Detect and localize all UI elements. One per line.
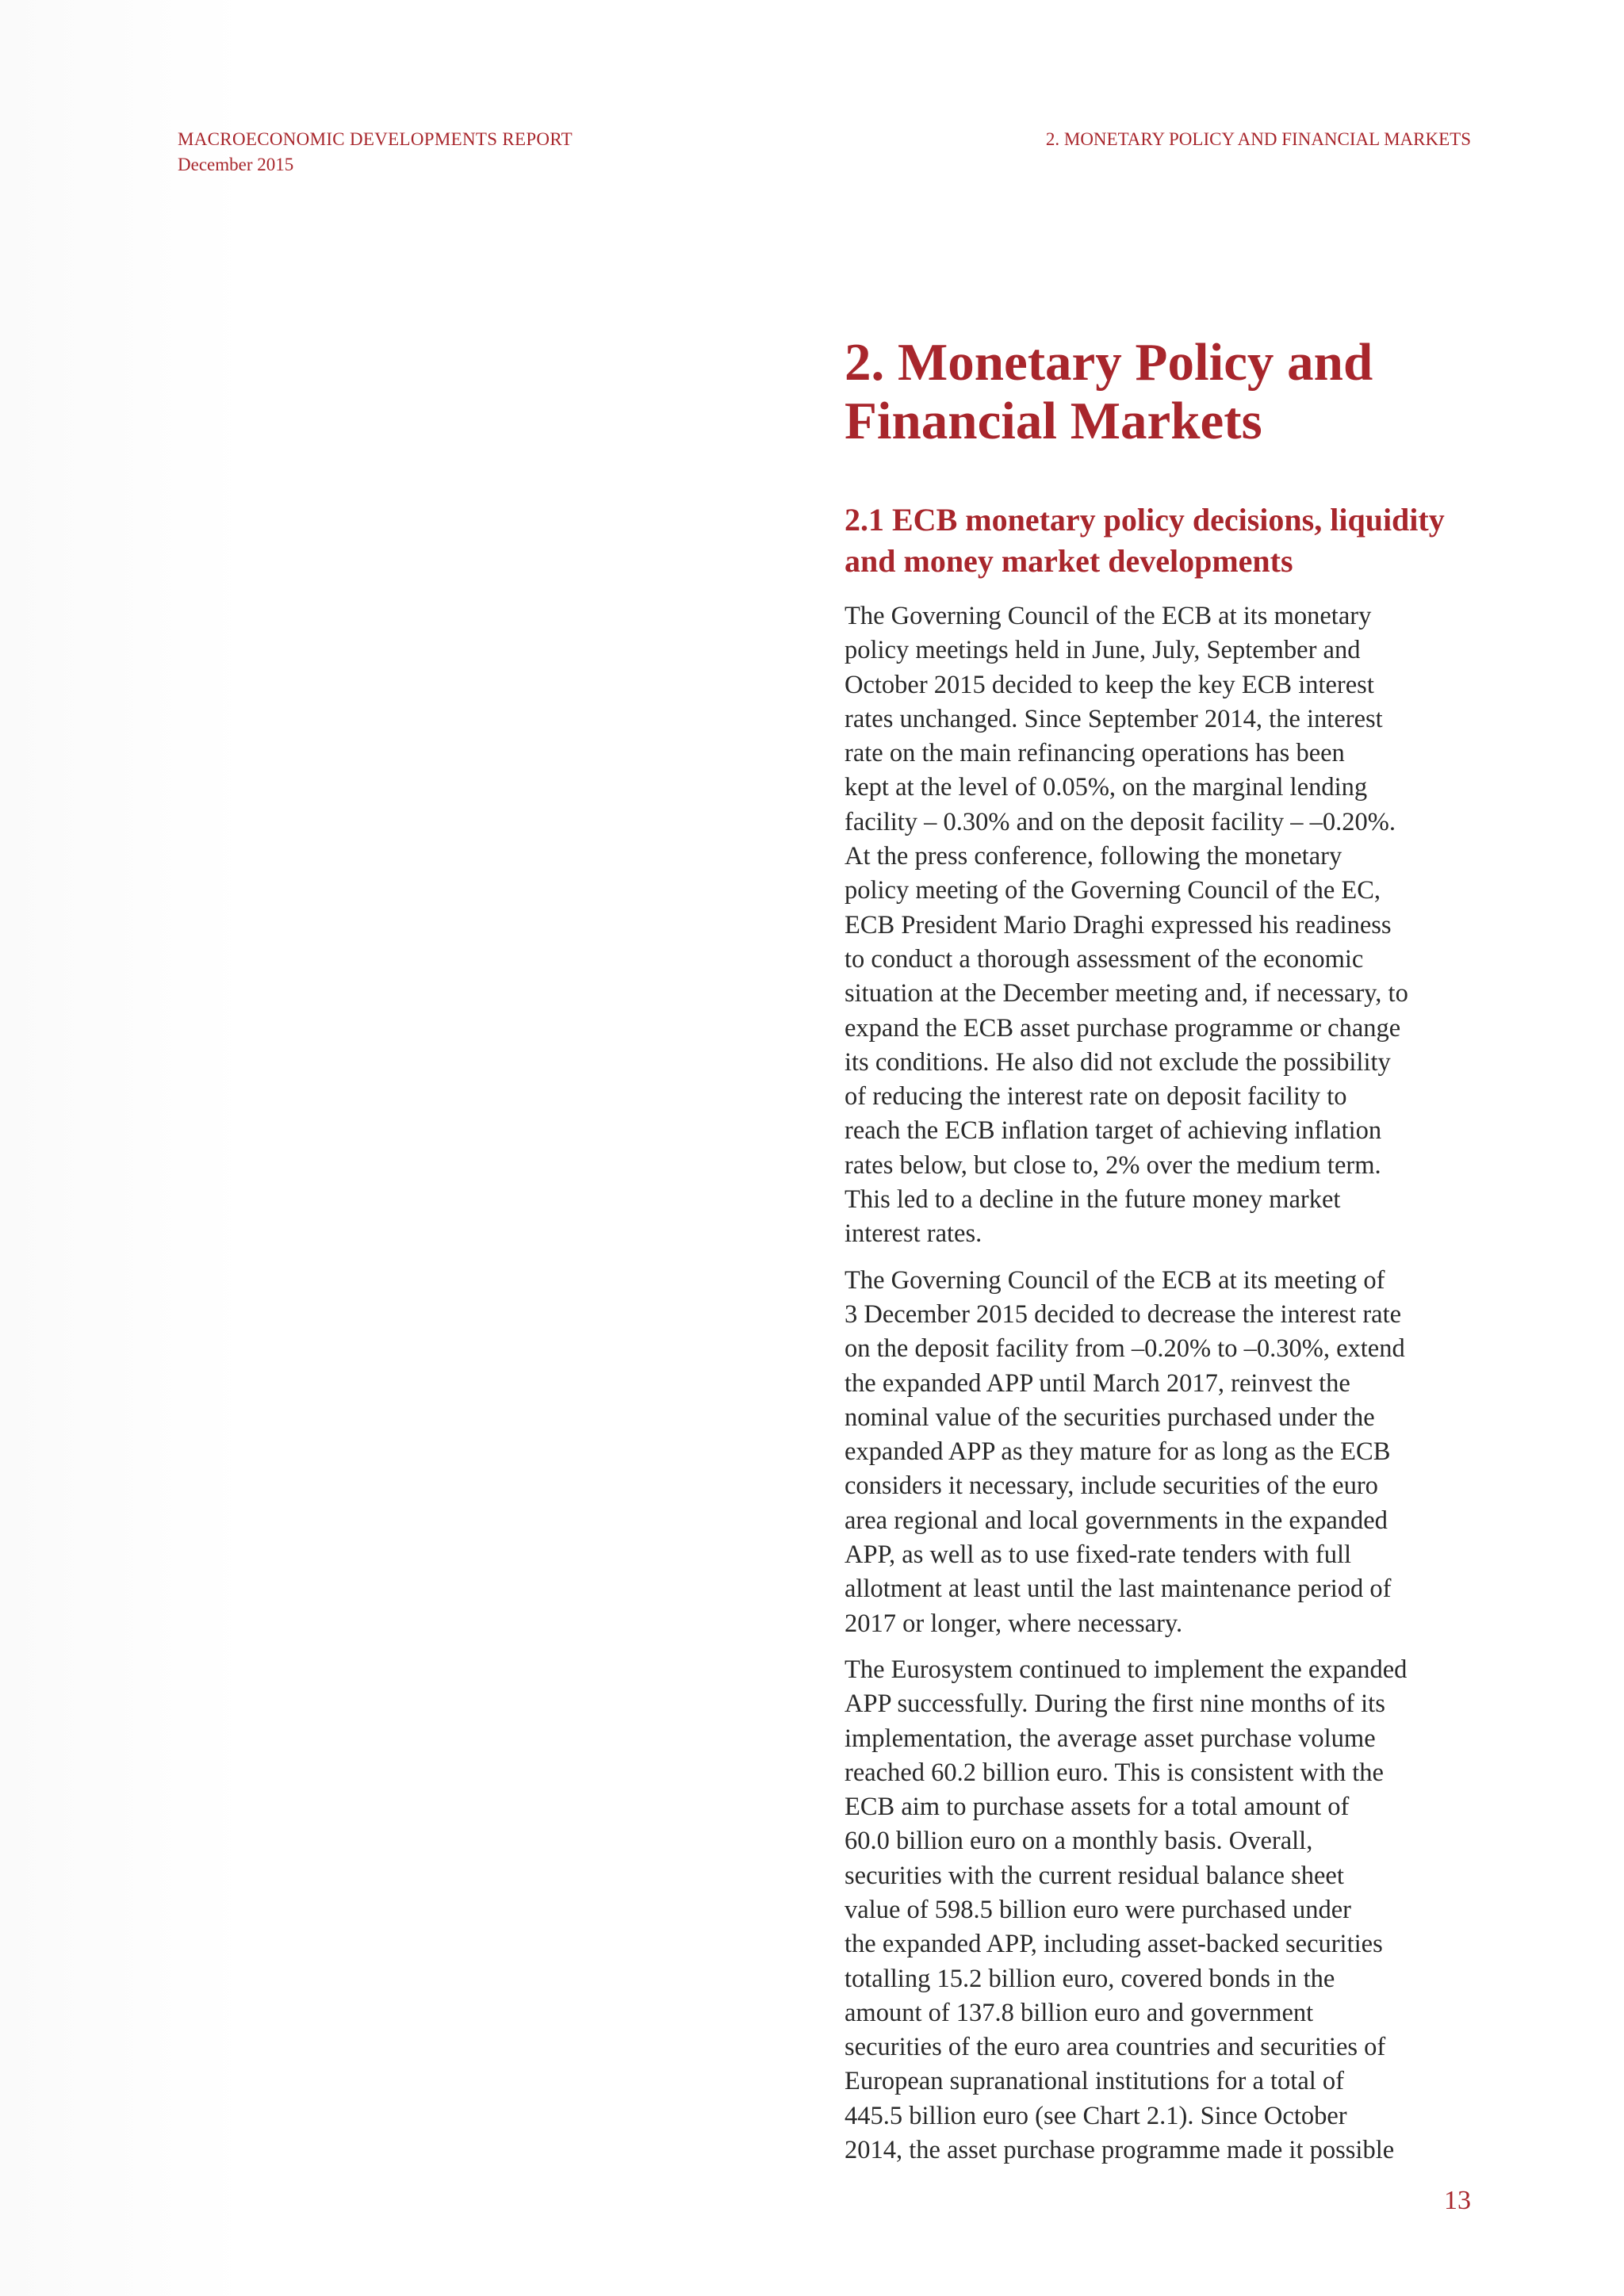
body-paragraph — [845, 1653, 1479, 2168]
report-date: December 2015 — [178, 155, 294, 174]
paragraph-line: area regional and local governments in the expanded — [845, 1506, 1388, 1535]
body-paragraph — [845, 1264, 1479, 1641]
paragraph-line: expand the ECB asset purchase programme or change — [845, 1013, 1401, 1043]
paragraph-line: expanded APP as they mature for as long as the ECB — [845, 1437, 1391, 1467]
paragraph-line: ECB President Mario Draghi expressed his readiness — [845, 910, 1392, 939]
running-header-left — [178, 127, 573, 178]
page-number: 13 — [1444, 2186, 1471, 2215]
body-text — [845, 599, 1479, 2168]
paragraph-line: reached 60.2 billion euro. This is consistent with the — [845, 1758, 1384, 1787]
paragraph-line: rates unchanged. Since September 2014, the interest — [845, 704, 1383, 733]
paragraph-line: 2017 or longer, where necessary. — [845, 1609, 1183, 1638]
chapter-title-line: 2. Monetary Policy and — [845, 333, 1373, 392]
chapter-title-line: Financial Markets — [845, 392, 1262, 450]
paragraph-line: totalling 15.2 billion euro, covered bonds in the — [845, 1964, 1335, 1993]
paragraph-line: securities of the euro area countries and securities of — [845, 2033, 1386, 2062]
paragraph-line: At the press conference, following the monetary — [845, 842, 1342, 871]
paragraph-line: 2014, the asset purchase programme made it possible — [845, 2136, 1395, 2165]
section-title — [845, 499, 1479, 582]
main-content — [845, 333, 1479, 2179]
paragraph-line: European supranational institutions for a total of — [845, 2067, 1344, 2096]
paragraph-line: interest rates. — [845, 1219, 982, 1249]
section-title-line: and money market developments — [845, 543, 1293, 579]
paragraph-line: rate on the main refinancing operations has been — [845, 739, 1345, 768]
paragraph-line: the expanded APP, including asset-backed securities — [845, 1930, 1383, 1959]
paragraph-line: rates below, but close to, 2% over the medium term. — [845, 1150, 1381, 1180]
paragraph-line: policy meetings held in June, July, September and — [845, 636, 1361, 665]
paragraph-line: securities with the current residual balance sheet — [845, 1861, 1344, 1890]
paragraph-line: APP, as well as to use fixed-rate tenders with full — [845, 1540, 1352, 1570]
paragraph-line: considers it necessary, include securities of the euro — [845, 1471, 1378, 1501]
paragraph-line: to conduct a thorough assessment of the economic — [845, 944, 1364, 974]
paragraph-line: The Governing Council of the ECB at its meeting of — [845, 1265, 1385, 1295]
paragraph-line: value of 598.5 billion euro were purchased under — [845, 1895, 1351, 1924]
paragraph-line: reach the ECB inflation target of achieving inflation — [845, 1116, 1382, 1146]
body-paragraph — [845, 599, 1479, 1252]
page-gutter-shade — [0, 0, 246, 2296]
paragraph-line: 3 December 2015 decided to decrease the interest rate — [845, 1299, 1402, 1329]
running-header-section-title: 2. MONETARY POLICY AND FINANCIAL MARKETS — [1045, 129, 1471, 149]
chapter-title — [845, 333, 1479, 450]
paragraph-line: the expanded APP until March 2017, reinvest the — [845, 1368, 1350, 1398]
paragraph-line: its conditions. He also did not exclude the possibility — [845, 1047, 1391, 1077]
paragraph-line: The Eurosystem continued to implement the expanded — [845, 1655, 1408, 1684]
paragraph-line: ECB aim to purchase assets for a total amount of — [845, 1793, 1350, 1822]
paragraph-line: facility – 0.30% and on the deposit facility – –0.20%. — [845, 807, 1396, 836]
paragraph-line: 60.0 billion euro on a monthly basis. Overall, — [845, 1827, 1313, 1856]
paragraph-line: policy meeting of the Governing Council of the EC, — [845, 876, 1381, 905]
paragraph-line: October 2015 decided to keep the key ECB interest — [845, 670, 1374, 699]
paragraph-line: of reducing the interest rate on deposit facility to — [845, 1082, 1347, 1112]
paragraph-line: nominal value of the securities purchased under the — [845, 1402, 1375, 1432]
paragraph-line: kept at the level of 0.05%, on the marginal lending — [845, 773, 1368, 802]
paragraph-line: amount of 137.8 billion euro and government — [845, 1998, 1314, 2027]
paragraph-line: implementation, the average asset purchase volume — [845, 1724, 1376, 1753]
report-title: MACROECONOMIC DEVELOPMENTS REPORT — [178, 129, 573, 149]
paragraph-line: situation at the December meeting and, if necessary, to — [845, 979, 1408, 1008]
paragraph-line: on the deposit facility from –0.20% to –0.30%, extend — [845, 1334, 1405, 1364]
paragraph-line: The Governing Council of the ECB at its monetary — [845, 602, 1372, 630]
section-title-line: 2.1 ECB monetary policy decisions, liquidity — [845, 502, 1445, 538]
paragraph-line: APP successfully. During the first nine months of its — [845, 1689, 1385, 1719]
paragraph-line: 445.5 billion euro (see Chart 2.1). Since October — [845, 2101, 1347, 2130]
paragraph-line: allotment at least until the last maintenance period of — [845, 1575, 1392, 1604]
paragraph-line: This led to a decline in the future money market — [845, 1185, 1341, 1215]
